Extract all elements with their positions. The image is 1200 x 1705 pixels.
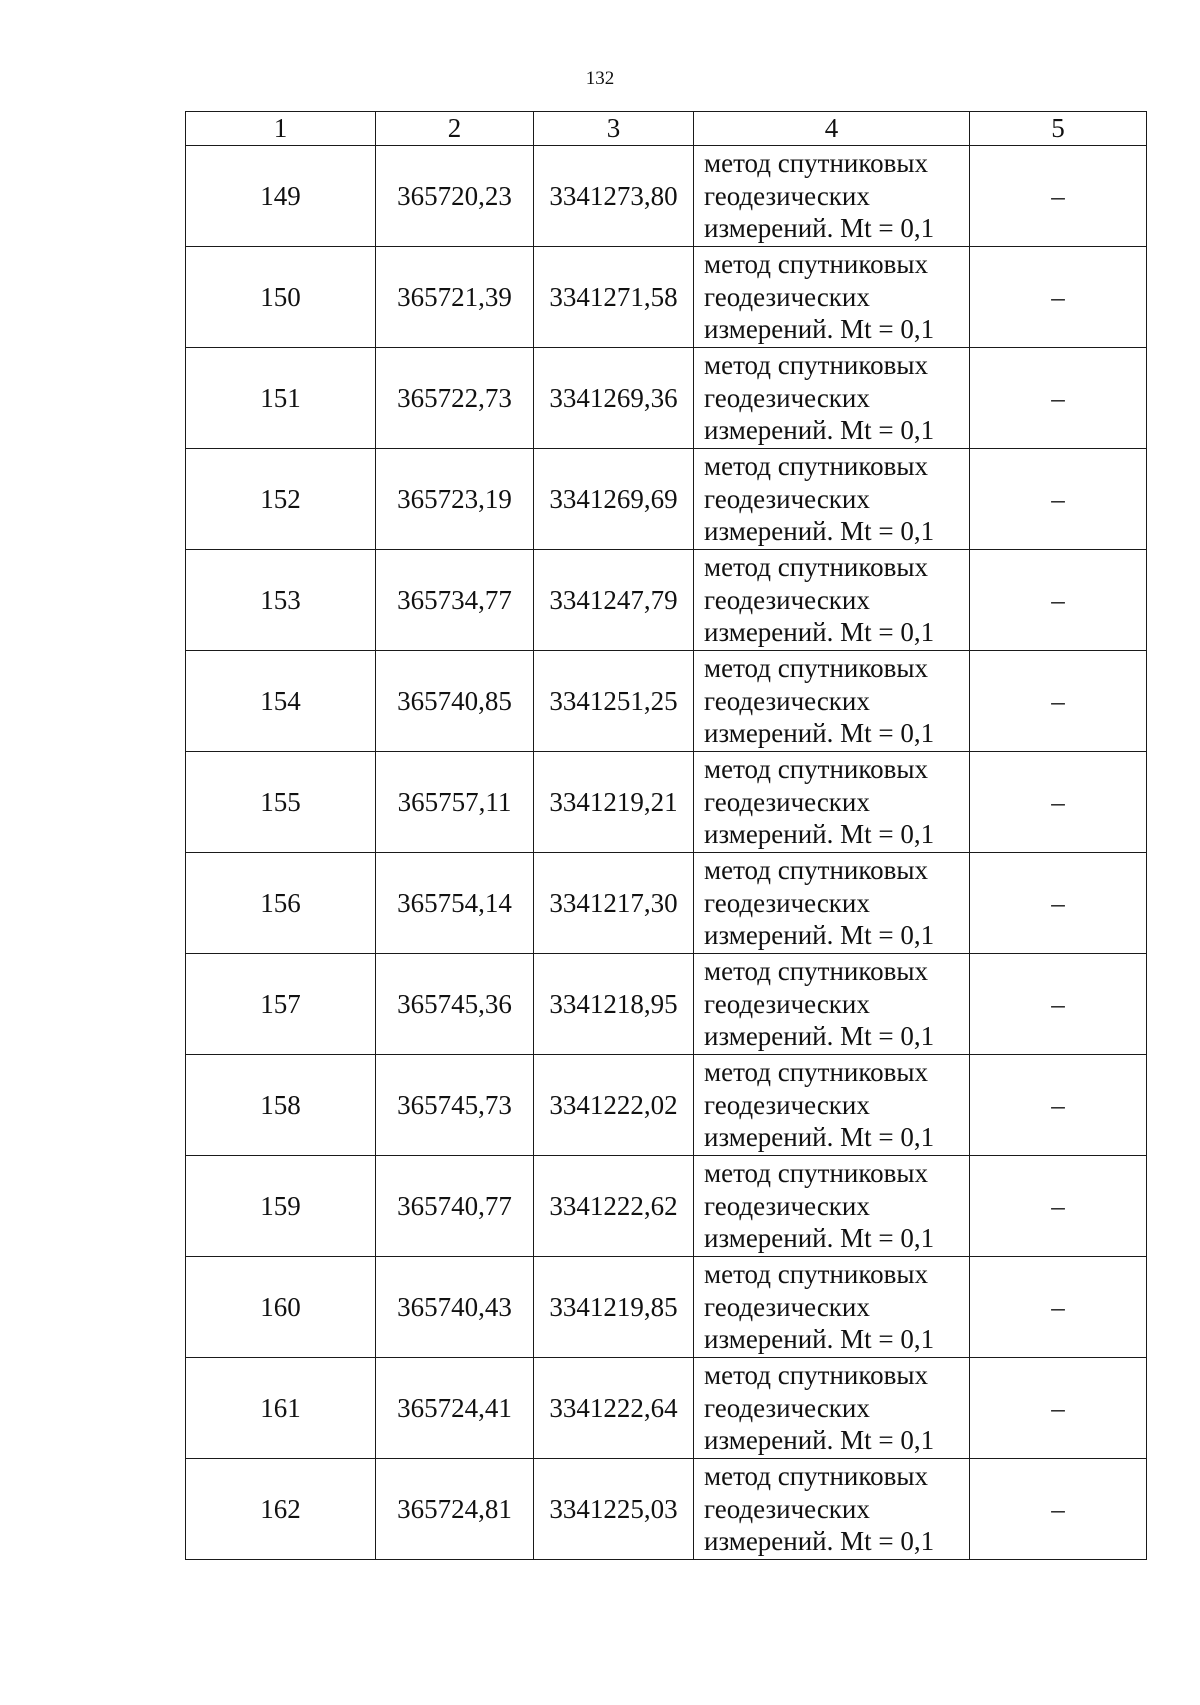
method-text-line: измерений. Mt = 0,1 <box>704 617 935 648</box>
method-text-line: измерений. Mt = 0,1 <box>704 920 935 951</box>
method-text-line: геодезических <box>704 1392 870 1423</box>
point-number-cell: 156 <box>186 853 376 954</box>
method-text-line: геодезических <box>704 584 870 615</box>
method-cell <box>694 853 970 954</box>
y-coordinate-cell: 3341273,80 <box>534 146 694 247</box>
note-cell: – <box>970 146 1147 247</box>
x-coordinate-cell: 365754,14 <box>376 853 534 954</box>
table-row <box>186 1156 1147 1257</box>
table-row <box>186 146 1147 247</box>
method-text-line: геодезических <box>704 1493 870 1524</box>
note-cell: – <box>970 954 1147 1055</box>
method-text-line: измерений. Mt = 0,1 <box>704 516 935 547</box>
method-text-line: метод спутниковых <box>704 1057 928 1088</box>
note-cell: – <box>970 1156 1147 1257</box>
method-text-line: геодезических <box>704 1291 870 1322</box>
table-row <box>186 752 1147 853</box>
note-cell: – <box>970 348 1147 449</box>
point-number-cell: 151 <box>186 348 376 449</box>
table-row <box>186 1459 1147 1560</box>
x-coordinate-cell: 365722,73 <box>376 348 534 449</box>
page-number: 132 <box>585 68 615 89</box>
y-coordinate-cell: 3341225,03 <box>534 1459 694 1560</box>
note-cell: – <box>970 1055 1147 1156</box>
table-row <box>186 1358 1147 1459</box>
table-row <box>186 954 1147 1055</box>
method-text-line: метод спутниковых <box>704 1461 928 1492</box>
column-header-1: 1 <box>186 112 376 146</box>
table-body <box>186 146 1147 1560</box>
method-text-line: измерений. Mt = 0,1 <box>704 1526 935 1557</box>
y-coordinate-cell: 3341269,36 <box>534 348 694 449</box>
y-coordinate-cell: 3341251,25 <box>534 651 694 752</box>
method-text-line: геодезических <box>704 685 870 716</box>
method-text-line: метод спутниковых <box>704 754 928 785</box>
table-row <box>186 853 1147 954</box>
method-text-line: метод спутниковых <box>704 956 928 987</box>
method-text-line: геодезических <box>704 887 870 918</box>
method-text-line: геодезических <box>704 382 870 413</box>
method-text-line: измерений. Mt = 0,1 <box>704 1223 935 1254</box>
point-number-cell: 158 <box>186 1055 376 1156</box>
x-coordinate-cell: 365724,41 <box>376 1358 534 1459</box>
note-cell: – <box>970 853 1147 954</box>
method-text-line: измерений. Mt = 0,1 <box>704 1425 935 1456</box>
method-text-line: метод спутниковых <box>704 451 928 482</box>
note-cell: – <box>970 651 1147 752</box>
table-header <box>186 112 1147 146</box>
method-cell <box>694 1358 970 1459</box>
method-cell <box>694 752 970 853</box>
point-number-cell: 159 <box>186 1156 376 1257</box>
column-header-4: 4 <box>694 112 970 146</box>
note-cell: – <box>970 1358 1147 1459</box>
method-text-line: геодезических <box>704 180 870 211</box>
x-coordinate-cell: 365757,11 <box>376 752 534 853</box>
table-row <box>186 449 1147 550</box>
method-cell <box>694 1459 970 1560</box>
method-cell <box>694 146 970 247</box>
method-text-line: измерений. Mt = 0,1 <box>704 314 935 345</box>
note-cell: – <box>970 752 1147 853</box>
point-number-cell: 157 <box>186 954 376 1055</box>
column-header-2: 2 <box>376 112 534 146</box>
x-coordinate-cell: 365720,23 <box>376 146 534 247</box>
method-text-line: геодезических <box>704 1190 870 1221</box>
method-cell <box>694 1156 970 1257</box>
x-coordinate-cell: 365724,81 <box>376 1459 534 1560</box>
note-cell: – <box>970 449 1147 550</box>
method-text-line: геодезических <box>704 786 870 817</box>
method-cell <box>694 348 970 449</box>
y-coordinate-cell: 3341222,62 <box>534 1156 694 1257</box>
table-row <box>186 247 1147 348</box>
method-text-line: метод спутниковых <box>704 148 928 179</box>
method-text-line: измерений. Mt = 0,1 <box>704 1021 935 1052</box>
method-text-line: измерений. Mt = 0,1 <box>704 213 935 244</box>
table-row <box>186 651 1147 752</box>
x-coordinate-cell: 365740,43 <box>376 1257 534 1358</box>
y-coordinate-cell: 3341222,02 <box>534 1055 694 1156</box>
method-text-line: измерений. Mt = 0,1 <box>704 718 935 749</box>
y-coordinate-cell: 3341219,85 <box>534 1257 694 1358</box>
note-cell: – <box>970 247 1147 348</box>
method-text-line: измерений. Mt = 0,1 <box>704 1324 935 1355</box>
table-row <box>186 1257 1147 1358</box>
method-text-line: геодезических <box>704 281 870 312</box>
x-coordinate-cell: 365740,77 <box>376 1156 534 1257</box>
coordinates-table <box>185 111 1147 1560</box>
x-coordinate-cell: 365745,73 <box>376 1055 534 1156</box>
method-text-line: метод спутниковых <box>704 1158 928 1189</box>
method-text-line: геодезических <box>704 483 870 514</box>
y-coordinate-cell: 3341247,79 <box>534 550 694 651</box>
x-coordinate-cell: 365745,36 <box>376 954 534 1055</box>
method-cell <box>694 1055 970 1156</box>
method-text-line: метод спутниковых <box>704 350 928 381</box>
column-header-5: 5 <box>970 112 1147 146</box>
point-number-cell: 149 <box>186 146 376 247</box>
point-number-cell: 161 <box>186 1358 376 1459</box>
method-cell <box>694 247 970 348</box>
method-cell <box>694 954 970 1055</box>
method-text-line: измерений. Mt = 0,1 <box>704 1122 935 1153</box>
y-coordinate-cell: 3341269,69 <box>534 449 694 550</box>
table-row <box>186 550 1147 651</box>
y-coordinate-cell: 3341219,21 <box>534 752 694 853</box>
method-text-line: измерений. Mt = 0,1 <box>704 819 935 850</box>
y-coordinate-cell: 3341217,30 <box>534 853 694 954</box>
note-cell: – <box>970 1257 1147 1358</box>
point-number-cell: 155 <box>186 752 376 853</box>
method-text-line: метод спутниковых <box>704 552 928 583</box>
point-number-cell: 150 <box>186 247 376 348</box>
y-coordinate-cell: 3341222,64 <box>534 1358 694 1459</box>
note-cell: – <box>970 550 1147 651</box>
table-row <box>186 1055 1147 1156</box>
method-text-line: метод спутниковых <box>704 1360 928 1391</box>
note-cell: – <box>970 1459 1147 1560</box>
y-coordinate-cell: 3341218,95 <box>534 954 694 1055</box>
header-row <box>186 112 1147 146</box>
x-coordinate-cell: 365740,85 <box>376 651 534 752</box>
method-text-line: метод спутниковых <box>704 249 928 280</box>
method-text-line: метод спутниковых <box>704 855 928 886</box>
method-text-line: геодезических <box>704 1089 870 1120</box>
table-row <box>186 348 1147 449</box>
method-cell <box>694 1257 970 1358</box>
column-header-3: 3 <box>534 112 694 146</box>
point-number-cell: 154 <box>186 651 376 752</box>
x-coordinate-cell: 365723,19 <box>376 449 534 550</box>
method-text-line: метод спутниковых <box>704 653 928 684</box>
point-number-cell: 152 <box>186 449 376 550</box>
method-cell <box>694 550 970 651</box>
method-text-line: геодезических <box>704 988 870 1019</box>
x-coordinate-cell: 365734,77 <box>376 550 534 651</box>
point-number-cell: 153 <box>186 550 376 651</box>
point-number-cell: 160 <box>186 1257 376 1358</box>
point-number-cell: 162 <box>186 1459 376 1560</box>
method-cell <box>694 651 970 752</box>
y-coordinate-cell: 3341271,58 <box>534 247 694 348</box>
method-text-line: измерений. Mt = 0,1 <box>704 415 935 446</box>
method-text-line: метод спутниковых <box>704 1259 928 1290</box>
x-coordinate-cell: 365721,39 <box>376 247 534 348</box>
method-cell <box>694 449 970 550</box>
